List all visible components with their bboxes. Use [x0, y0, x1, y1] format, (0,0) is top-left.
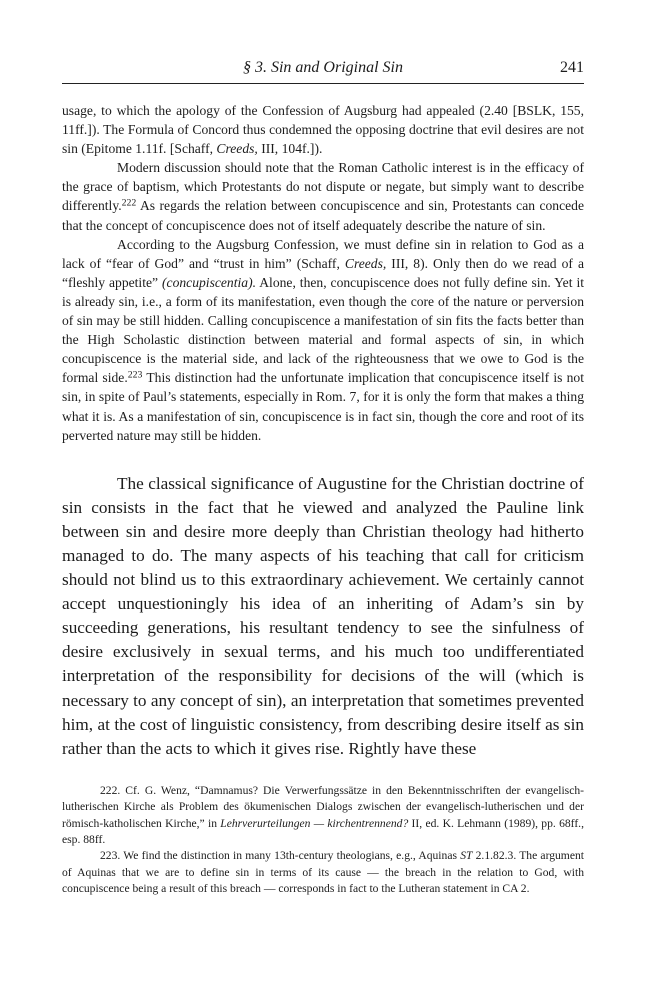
- footnote-ref-222: 222: [121, 198, 137, 210]
- latin-term: (concupiscentia).: [162, 274, 257, 290]
- small-paragraph-1: usage, to which the apology of the Confession of Augsburg had appealed (2.40 [BSLK, 155, 11ff.]). The Formula of Concord thus condemned the opposing doctrine that evil desires are not sin (Epitome 1.11f. [Schaff, Creeds, III, 104f.]).: [62, 103, 584, 157]
- running-header: [62, 55, 584, 84]
- footnote-ref-223: 223: [127, 369, 143, 381]
- footnote-222: 222. Cf. G. Wenz, “Damnamus? Die Verwerfungssätze in den Bekenntnisschriften der evangelisch-lutherischen Kirche als Problem des ökumenischen Dialogs zwischen der evangelisch-lutherischen und der römisch-katholischen Kirche,” in Lehrverurteilungen — kirchentrennend? II, ed. K. Lehmann (1989), pp. 68ff., esp. 88ff.: [62, 783, 584, 847]
- small-print-block: [62, 101, 584, 445]
- section-title: § 3. Sin and Original Sin: [242, 59, 403, 76]
- citation-title: Creeds,: [216, 141, 258, 157]
- work-abbreviation: ST: [460, 849, 473, 863]
- page-number: 241: [560, 59, 584, 76]
- small-paragraph-3: According to the Augsburg Confession, we must define sin in relation to God as a lack of “fear of God” and “trust in him” (Schaff, Creeds, III, 8). Only then do we read of a “fleshly appetite” (concupiscentia). Alone, then, concupiscence does not fully define sin. Yet it is already sin, i.e., a form of its manifestation, even though the core of the nature or perversion of sin may be still hidden. Calling concupiscence a manifestation of sin fits the facts better than the High Scholastic distinction between material and formal aspects of sin, in which concupiscence is the material side, and lack of the righteousness that we owe to God is the formal side.$^{223}$ This distinction had the unfortunate implication that concupiscence itself is not sin, in spite of Paul’s statements, especially in Rom. 7, for it is only the form that makes a thing what it is. As a manifestation of sin, concupiscence is in fact sin, though the core and root of its perverted nature may still be hidden.: [62, 236, 585, 443]
- book-title: Lehrverurteilungen — kirchentrennend?: [220, 816, 409, 830]
- footnotes: [62, 783, 584, 898]
- main-paragraph: The classical significance of Augustine for the Christian doctrine of sin consists in the fact that he viewed and analyzed the Pauline link between sin and desire more deeply than Christian theology had hitherto managed to do. The many aspects of his teaching that call for criticism should not blind us to this extraordinary achievement. We certainly cannot accept unquestioningly his idea of an inheriting of Adam’s sin by succeeding generations, his resultant tendency to see the sinfulness of desire exclusively in sexual terms, and his much too undifferentiated interpretation of the responsibility for decisions of the will (which is necessary to any concept of sin), an interpretation that sometimes prevented him, at the cost of linguistic consistency, from describing desire itself as sin rather than the acts to which it gives rise. Rightly have these: [62, 473, 584, 758]
- main-text-block: [62, 472, 584, 761]
- citation-title: Creeds,: [344, 255, 387, 271]
- footnote-223: 223. We find the distinction in many 13th-century theologians, e.g., Aquinas ST 2.1.82.3. The argument of Aquinas that we are to define sin in terms of its cause — the breach in the relation to God, with concupiscence being a result of this breach — corresponds in fact to the Lutheran statement in CA 2.: [62, 849, 584, 896]
- book-page: [62, 55, 584, 898]
- small-paragraph-2: Modern discussion should note that the Roman Catholic interest is in the efficacy of the grace of baptism, which Protestants do not dispute or negate, but simply want to describe differently.$^{222}$ As regards the relation between concupiscence and sin, Protestants can concede that the concept of concupiscence does not of itself adequately describe the nature of sin.: [62, 160, 584, 233]
